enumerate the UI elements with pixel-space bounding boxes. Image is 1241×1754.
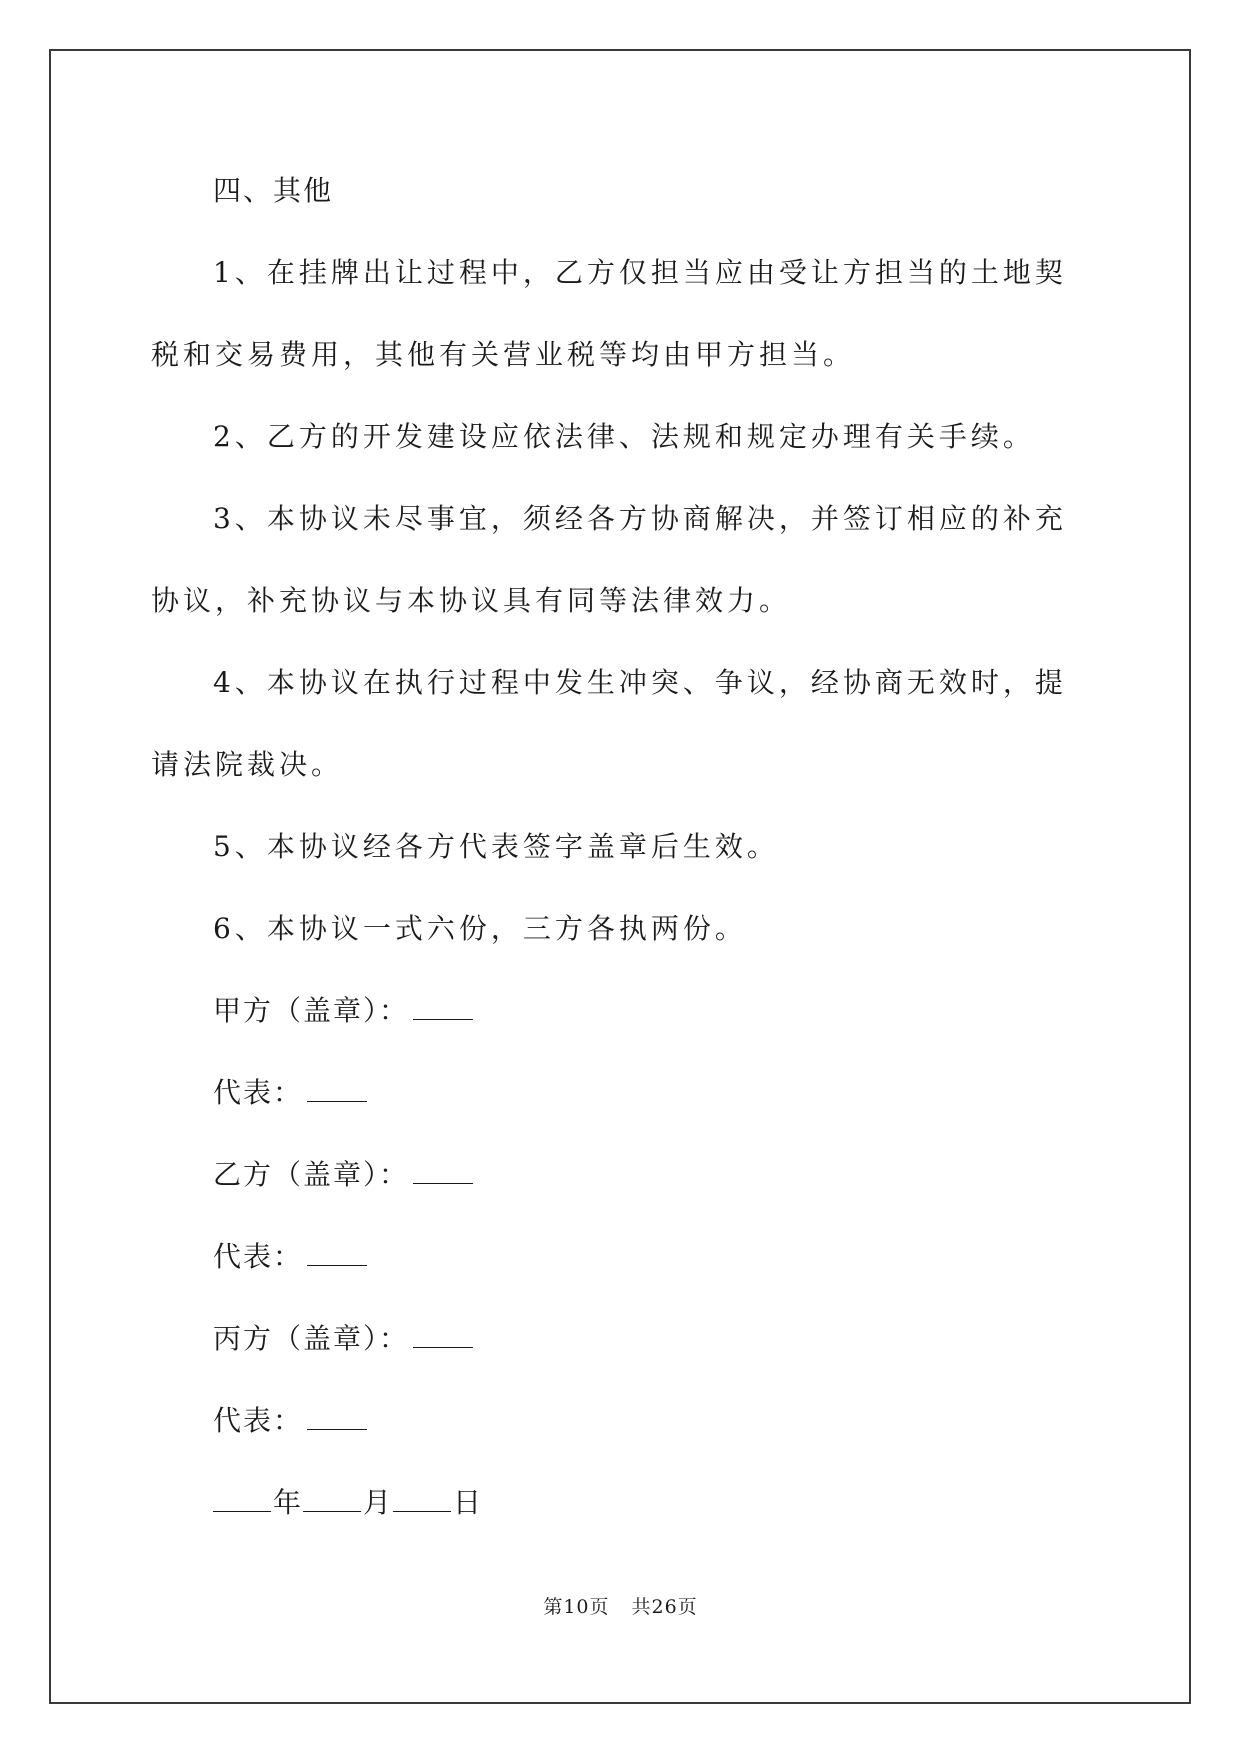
party-c-blank — [413, 1325, 473, 1348]
party-c-seal-line — [151, 1298, 1091, 1380]
day-label: 日 — [453, 1486, 484, 1519]
party-c-label: 丙方（盖章）： — [213, 1322, 410, 1355]
rep-b-label: 代表： — [213, 1240, 304, 1273]
party-b-label: 乙方（盖章）： — [213, 1158, 410, 1191]
party-b-blank — [413, 1161, 473, 1184]
page-number: 第10页 — [543, 1596, 610, 1618]
rep-c-blank — [307, 1407, 367, 1430]
clause-2: 2、乙方的开发建设应依法律、法规和规定办理有关手续。 — [213, 420, 1035, 453]
rep-a-label: 代表： — [213, 1076, 304, 1109]
party-a-seal-line — [151, 970, 1091, 1052]
page-total: 共26页 — [631, 1596, 698, 1618]
rep-b-blank — [307, 1243, 367, 1266]
month-blank — [303, 1489, 361, 1512]
clause-1: 1、在挂牌出让过程中，乙方仅担当应由受让方担当的土地契税和交易费用，其他有关营业税等均由甲方担当。 — [151, 256, 1067, 371]
clause-4: 4、本协议在执行过程中发生冲突、争议，经协商无效时，提请法院裁决。 — [151, 666, 1067, 781]
rep-a-line — [151, 1052, 1091, 1134]
day-blank — [393, 1489, 451, 1512]
rep-b-line — [151, 1216, 1091, 1298]
year-blank — [213, 1489, 271, 1512]
rep-c-label: 代表： — [213, 1404, 304, 1437]
clause-6: 6、本协议一式六份，三方各执两份。 — [213, 912, 747, 945]
rep-c-line — [151, 1380, 1091, 1462]
date-line — [151, 1462, 1091, 1544]
party-a-label: 甲方（盖章）： — [213, 994, 410, 1027]
document-body — [151, 150, 1091, 1544]
clause-5: 5、本协议经各方代表签字盖章后生效。 — [213, 830, 779, 863]
year-label: 年 — [273, 1486, 304, 1519]
party-a-blank — [413, 997, 473, 1020]
month-label: 月 — [363, 1486, 394, 1519]
page-footer — [0, 1592, 1241, 1619]
rep-a-blank — [307, 1079, 367, 1102]
party-b-seal-line — [151, 1134, 1091, 1216]
clause-3: 3、本协议未尽事宜，须经各方协商解决，并签订相应的补充协议，补充协议与本协议具有同等法律效力。 — [151, 502, 1067, 617]
section-heading: 四、其他 — [213, 174, 334, 207]
